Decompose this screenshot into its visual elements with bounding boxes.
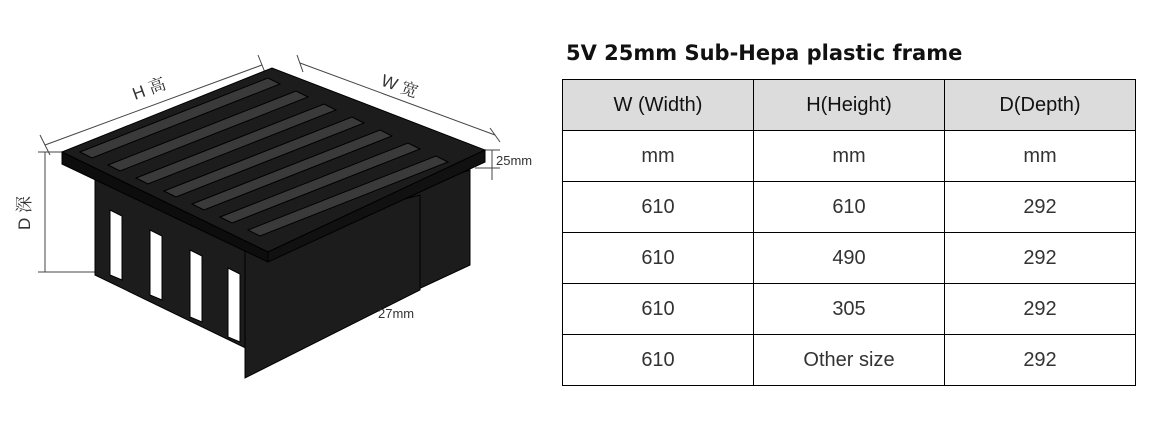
table-header-row (563, 80, 1136, 131)
table-row (563, 233, 1136, 284)
column-header-depth: D(Depth) (945, 80, 1136, 131)
column-header-height: H(Height) (754, 80, 945, 131)
rim-thickness-label: 25mm (496, 153, 533, 168)
table-cell: 305 (754, 284, 945, 335)
table-row (563, 131, 1136, 182)
height-label: H 高 (129, 74, 169, 104)
table-cell: Other size (754, 335, 945, 386)
table-cell: 610 (563, 233, 754, 284)
table-cell: 610 (563, 284, 754, 335)
pocket-width-label: 27mm (378, 306, 415, 321)
width-label: W 宽 (378, 70, 421, 102)
table-cell: 292 (945, 335, 1136, 386)
column-header-width: W (Width) (563, 80, 754, 131)
depth-label: D 深 (15, 196, 34, 230)
product-illustration (0, 0, 560, 426)
table-cell: 610 (754, 182, 945, 233)
size-spec-table (562, 79, 1136, 386)
table-cell: 610 (563, 335, 754, 386)
table-row (563, 182, 1136, 233)
table-cell: 610 (563, 182, 754, 233)
table-cell: 292 (945, 284, 1136, 335)
table-cell: mm (563, 131, 754, 182)
table-cell: 292 (945, 233, 1136, 284)
table-cell: mm (945, 131, 1136, 182)
table-cell: 490 (754, 233, 945, 284)
page-title: 5V 25mm Sub-Hepa plastic frame (566, 41, 963, 65)
table-row (563, 335, 1136, 386)
table-row (563, 284, 1136, 335)
table-cell: mm (754, 131, 945, 182)
table-cell: 292 (945, 182, 1136, 233)
